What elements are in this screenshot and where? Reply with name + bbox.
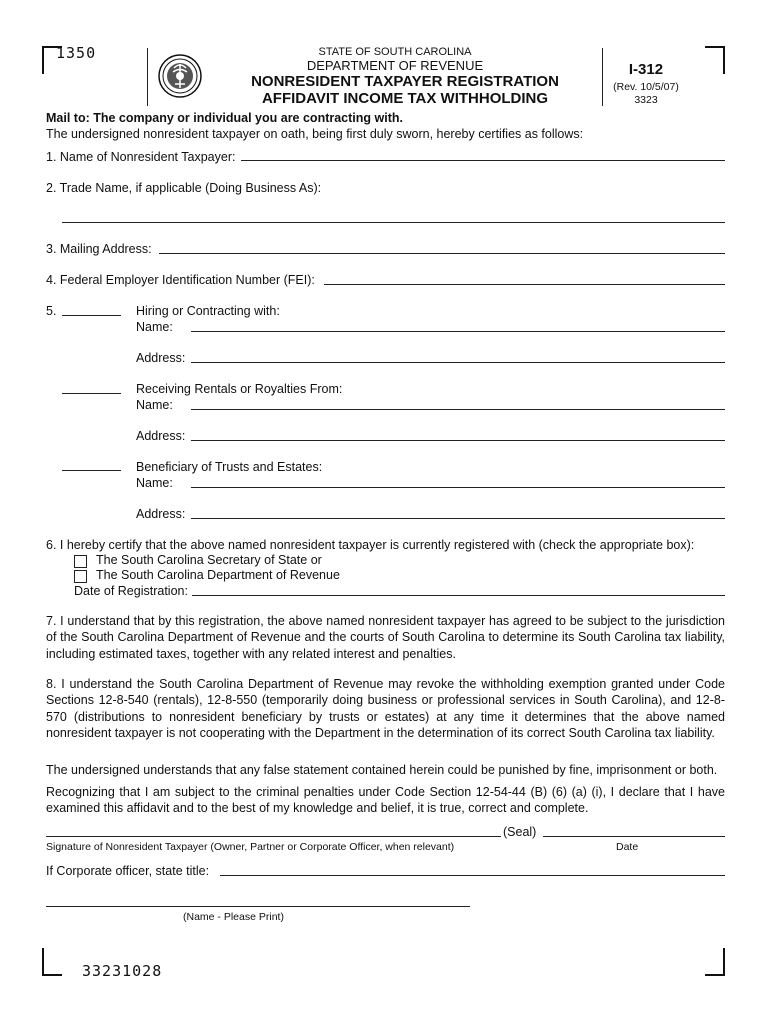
printed-name-field[interactable]	[46, 906, 470, 907]
trade-name-field[interactable]	[62, 222, 725, 223]
hiring-address-field[interactable]	[191, 362, 725, 363]
department-of-revenue-checkbox[interactable]	[74, 570, 87, 583]
corporate-title-label: If Corporate officer, state title:	[46, 864, 210, 878]
form-number: I-312	[628, 61, 664, 78]
intro-text: The undersigned nonresident taxpayer on oath, being first duly sworn, hereby certifies as follows:	[46, 127, 584, 141]
secretary-of-state-checkbox[interactable]	[74, 555, 87, 568]
signature-date-caption: Date	[616, 841, 639, 853]
header-state: STATE OF SOUTH CAROLINA	[318, 46, 472, 58]
option-department-of-revenue: The South Carolina Department of Revenue	[96, 568, 340, 582]
hiring-label: Hiring or Contracting with:	[136, 304, 280, 318]
rentals-label: Receiving Rentals or Royalties From:	[136, 382, 343, 396]
form-title-line1: NONRESIDENT TAXPAYER REGISTRATION	[251, 73, 559, 90]
form-code-bottom: 33231028	[82, 962, 163, 980]
header-divider-left	[147, 48, 148, 106]
signature-date-field[interactable]	[543, 836, 725, 837]
rentals-address-field[interactable]	[191, 440, 725, 441]
form-revision-code: 3323	[634, 94, 658, 106]
field-3-label: 3. Mailing Address:	[46, 242, 152, 256]
corner-mark-bottom-left	[42, 948, 62, 976]
item-6-text: 6. I hereby certify that the above named nonresident taxpayer is currently registered with (check the appropriate box):	[46, 538, 695, 552]
form-code-top: 1350	[56, 44, 97, 62]
trusts-name-label: Name:	[136, 476, 173, 490]
taxpayer-name-field[interactable]	[241, 160, 725, 161]
rentals-address-label: Address:	[136, 429, 186, 443]
header-divider-right	[602, 48, 603, 106]
hiring-address-label: Address:	[136, 351, 186, 365]
option-secretary-of-state: The South Carolina Secretary of State or	[96, 553, 322, 567]
trusts-label: Beneficiary of Trusts and Estates:	[136, 460, 323, 474]
recognizing-text: Recognizing that I am subject to the criminal penalties under Code Section 12-54-44 (B) (6) (a) (i), I declare that I have examined this affidavit and to the best of my knowledge and belief, it is true, correct and complete.	[46, 785, 725, 816]
registration-date-label: Date of Registration:	[74, 584, 188, 598]
hiring-name-label: Name:	[136, 320, 173, 334]
rentals-check-field[interactable]	[62, 393, 121, 394]
registration-date-field[interactable]	[192, 595, 725, 596]
mail-to: Mail to: The company or individual you are contracting with.	[46, 111, 403, 125]
trusts-address-label: Address:	[136, 507, 186, 521]
trusts-name-field[interactable]	[191, 487, 725, 488]
field-5-label: 5.	[46, 304, 57, 318]
form-revision: (Rev. 10/5/07)	[613, 81, 679, 93]
corner-mark-bottom-right	[705, 948, 725, 976]
mailing-address-field[interactable]	[159, 253, 725, 254]
rentals-name-label: Name:	[136, 398, 173, 412]
item-7-text: 7. I understand that by this registration, the above named nonresident taxpayer has agreed to be subject to the jurisdiction of the South Carolina Department of Revenue and the courts of South Carolina to determine its South Carolina tax liability, including estimated taxes, together with any related interest and penalties.	[46, 614, 725, 661]
hiring-name-field[interactable]	[191, 331, 725, 332]
corporate-title-field[interactable]	[220, 875, 725, 876]
field-2-label: 2. Trade Name, if applicable (Doing Business As):	[46, 181, 322, 195]
false-statement-text: The undersigned understands that any false statement contained herein could be punished by fine, imprisonment or both.	[46, 763, 718, 777]
state-seal-icon	[158, 54, 202, 98]
header-department: DEPARTMENT OF REVENUE	[306, 58, 484, 73]
seal-label: (Seal)	[503, 825, 537, 839]
hiring-check-field[interactable]	[62, 315, 121, 316]
trusts-check-field[interactable]	[62, 470, 121, 471]
fei-number-field[interactable]	[324, 284, 725, 285]
corner-mark-top-right	[705, 46, 725, 74]
field-1-label: 1. Name of Nonresident Taxpayer:	[46, 150, 236, 164]
signature-field[interactable]	[46, 836, 501, 837]
signature-caption: Signature of Nonresident Taxpayer (Owner, Partner or Corporate Officer, when relevant)	[46, 841, 455, 853]
printed-name-caption: (Name - Please Print)	[183, 911, 284, 923]
form-title-line2: AFFIDAVIT INCOME TAX WITHHOLDING	[261, 90, 549, 107]
item-8-text: 8. I understand the South Carolina Department of Revenue may revoke the withholding exemption granted under Code Sections 12-8-540 (rentals), 12-8-550 (temporarily doing business or professional services in South Carolina), and 12-8-570 (distributions to nonresident beneficiary by trusts or estates) at any time it determines that the above named nonresident taxpayer is not cooperating with the Department in the determination of its correct South Carolina tax liability.	[46, 677, 725, 740]
trusts-address-field[interactable]	[191, 518, 725, 519]
field-4-label: 4. Federal Employer Identification Number (FEI):	[46, 273, 315, 287]
rentals-name-field[interactable]	[191, 409, 725, 410]
